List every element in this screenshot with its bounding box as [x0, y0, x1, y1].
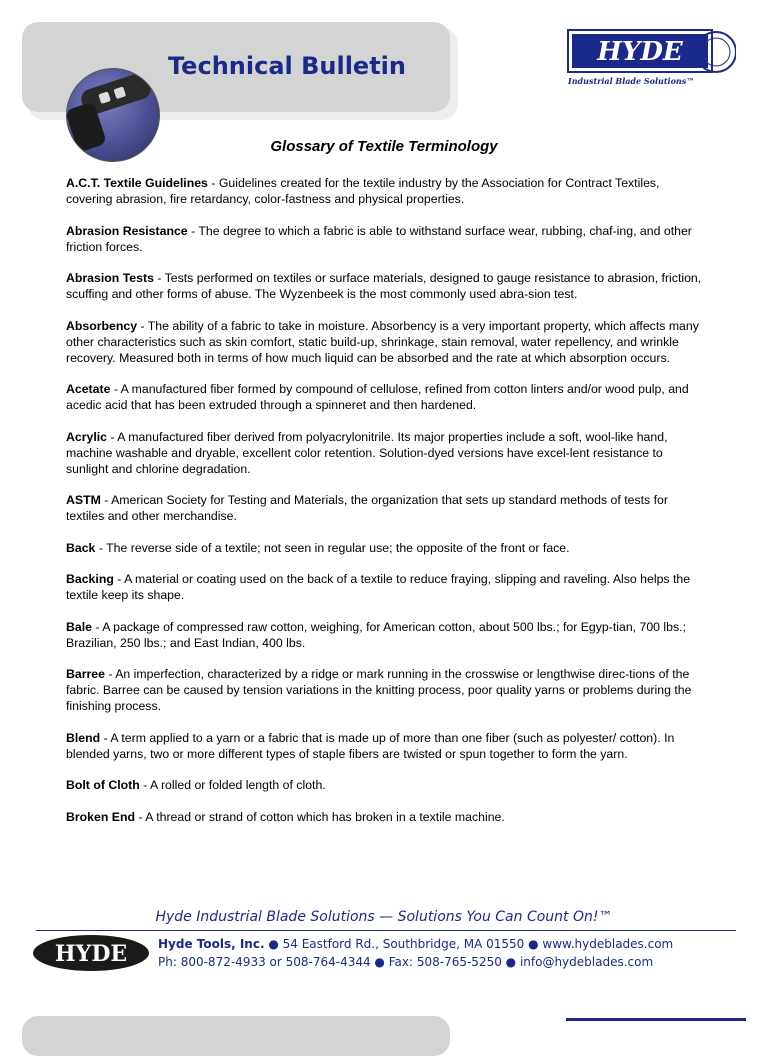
glossary-entry	[66, 175, 702, 207]
glossary-definition: - A package of compressed raw cotton, weighing, for American cotton, about 500 lbs.; for Egyp-tian, 700 lbs.; Brazilian, 250 lbs.; and East Indian, 400 lbs.	[66, 619, 686, 650]
glossary-entry	[66, 777, 702, 793]
glossary-entry	[66, 730, 702, 762]
glossary-term: Absorbency	[66, 318, 138, 333]
logo-text: HYDE	[597, 37, 683, 67]
glossary-entry	[66, 809, 702, 825]
glossary-entry	[66, 619, 702, 651]
glossary-entry	[66, 540, 702, 556]
glossary-definition: - A material or coating used on the back of a textile to reduce fraying, slipping and raveling. Also helps the textile keep its shape.	[66, 572, 691, 602]
glossary-definition: - The reverse side of a textile; not seen in regular use; the opposite of the front or face.	[95, 540, 570, 555]
glossary-definition: - A manufactured fiber formed by compound of cellulose, refined from cotton linters and/or wood pulp, and acedic acid that has been extruded through a spinneret and then hardened.	[66, 382, 689, 412]
tool-button-icon	[98, 91, 111, 104]
company-name: Hyde Tools, Inc.	[158, 937, 265, 951]
document-title-text: Glossary of Textile Terminology	[270, 138, 498, 155]
glossary-definition: - A term applied to a yarn or a fabric that is made up of more than one fiber (such as polyester/ cotton). In blended yarns, two or more different types of staple fibers are twisted or spun together to form the yarn.	[66, 730, 675, 761]
footer-contact-line: Ph: 800-872-4933 or 508-764-4344 ● Fax: 508-765-5250 ● info@hydeblades.com	[158, 955, 654, 969]
glossary-term: Barree	[66, 667, 105, 681]
glossary-entry	[66, 223, 702, 255]
glossary-term: Acetate	[66, 382, 111, 396]
glossary-definition: - Guidelines created for the textile industry by the Association for Contract Textiles, covering abrasion, fire retardancy, color-fastness and physical properties.	[66, 176, 660, 206]
company-address: ● 54 Eastford Rd., Southbridge, MA 01550 ● www.hydeblades.com	[264, 937, 674, 951]
glossary-entry	[66, 429, 702, 477]
glossary-term: Blend	[66, 730, 101, 745]
next-page-banner	[22, 1016, 450, 1056]
footer-logo-text: HYDE	[54, 941, 128, 967]
glossary-term: Acrylic	[66, 429, 108, 444]
bulletin-title: Technical Bulletin	[168, 52, 406, 80]
glossary-entry	[66, 492, 702, 524]
hyde-logo	[566, 26, 736, 82]
footer-divider	[36, 930, 736, 931]
glossary-term: Broken End	[66, 809, 136, 824]
footer-address-line	[158, 937, 673, 951]
next-page-logo	[566, 1018, 746, 1031]
glossary-entry	[66, 571, 702, 603]
glossary-term: Abrasion Tests	[66, 271, 154, 285]
glossary-definition: - The ability of a fabric to take in moisture. Absorbency is a very important property, which affects many other characteristics such as skin comfort, static build-up, shrinkage, stain removal, water repellency, and wrinkle recovery. Measured both in terms of how much liquid can be absorbed and the rate at which absorption occurs.	[66, 318, 699, 365]
glossary-term: A.C.T. Textile Guidelines	[66, 176, 208, 190]
glossary-definition: - The degree to which a fabric is able to withstand surface wear, rubbing, chaf-ing, and other friction forces.	[66, 223, 692, 254]
glossary-entry	[66, 318, 702, 366]
glossary-list	[66, 175, 702, 840]
glossary-definition: - A rolled or folded length of cloth.	[139, 778, 326, 792]
glossary-entry	[66, 270, 702, 302]
glossary-entry	[66, 381, 702, 413]
glossary-definition: - A thread or strand of cotton which has broken in a textile machine.	[135, 809, 505, 824]
glossary-term: ASTM	[66, 493, 101, 507]
footer-slogan: Hyde Industrial Blade Solutions — Solutions You Can Count On!™	[155, 909, 613, 925]
glossary-entry	[66, 666, 702, 714]
glossary-term: Bale	[66, 619, 92, 634]
glossary-definition: - American Society for Testing and Materials, the organization that sets up standard methods of tests for textiles and other merchandise.	[66, 493, 668, 523]
document-title	[0, 138, 768, 155]
glossary-definition: - Tests performed on textiles or surface materials, designed to gauge resistance to abrasion, friction, scuffing and other forms of abuse. The Wyzenbeek is the most commonly used abra-sion test.	[66, 271, 702, 301]
logo-tagline: Industrial Blade Solutions™	[568, 76, 695, 86]
glossary-term: Back	[66, 540, 96, 555]
footer-hyde-logo	[32, 934, 150, 972]
glossary-definition: - A manufactured fiber derived from polyacrylonitrile. Its major properties include a soft, wool-like hand, machine washable and dryable, excellent color retention. Solution-dyed versions have excel-lent resistance to sunlight and chlorine degradation.	[66, 429, 668, 476]
tool-button-icon	[114, 86, 127, 99]
glossary-term: Bolt of Cloth	[66, 778, 140, 792]
glossary-term: Backing	[66, 572, 114, 586]
glossary-definition: - An imperfection, characterized by a ridge or mark running in the crosswise or lengthwise direc-tions of the fabric. Barree can be caused by tension variations in the knitting process, poor quality yarns or problems during the finishing process.	[66, 667, 692, 713]
glossary-term: Abrasion Resistance	[66, 223, 188, 238]
